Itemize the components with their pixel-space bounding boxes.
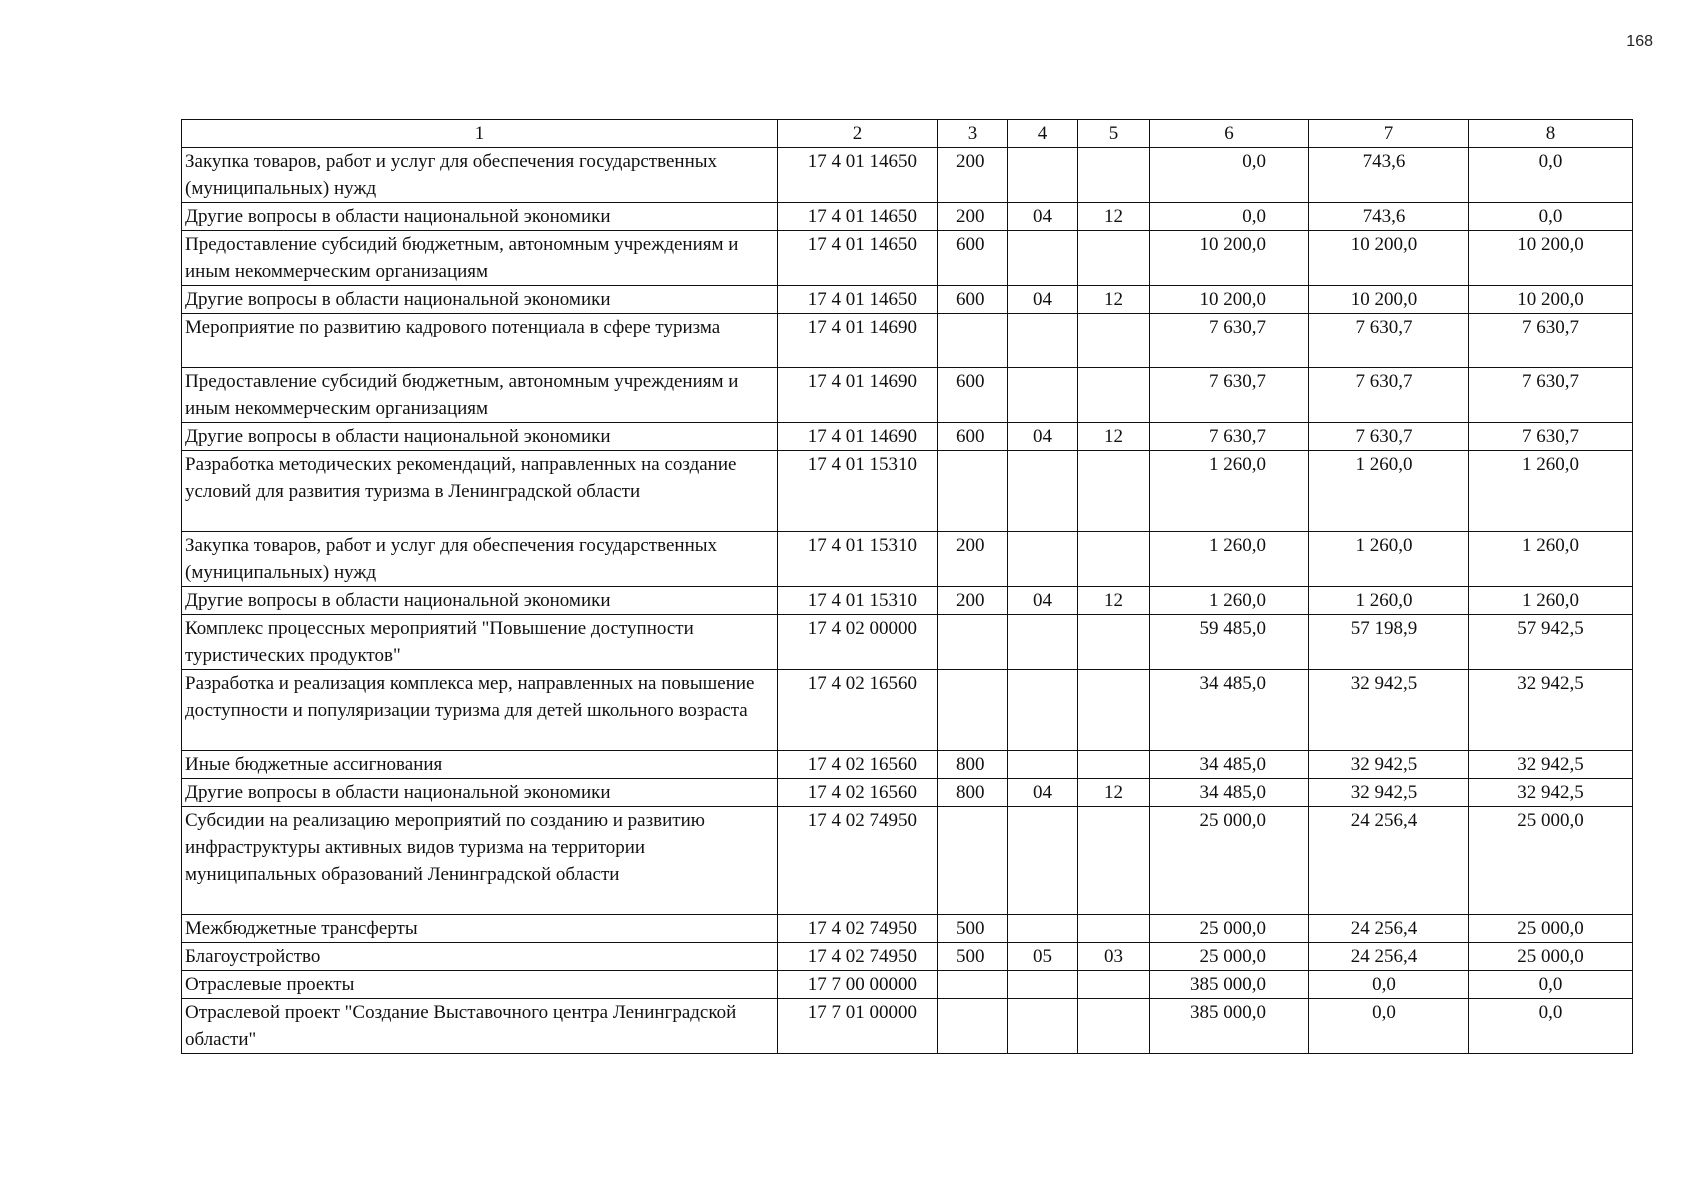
table-row [182,314,1633,368]
row-value-8: 32 942,5 [1469,751,1633,779]
column-header: 7 [1309,120,1469,148]
row-col4 [1008,999,1078,1054]
row-col5 [1078,915,1150,943]
row-name: Предоставление субсидий бюджетным, автономным учреждениям и иным некоммерческим организациям [182,368,778,423]
row-code: 17 4 02 00000 [778,615,938,670]
row-name: Другие вопросы в области национальной экономики [182,779,778,807]
row-col4 [1008,915,1078,943]
row-code: 17 7 00 00000 [778,971,938,999]
row-col5 [1078,971,1150,999]
row-value-7: 57 198,9 [1309,615,1469,670]
row-code: 17 4 01 14690 [778,423,938,451]
row-col3: 200 [938,532,1008,587]
row-col5 [1078,670,1150,751]
header-row [182,120,1633,148]
row-col5 [1078,451,1150,532]
row-col3 [938,999,1008,1054]
row-col4 [1008,532,1078,587]
row-col5 [1078,807,1150,915]
column-header: 6 [1150,120,1309,148]
row-col5 [1078,231,1150,286]
row-code: 17 4 01 15310 [778,587,938,615]
row-name: Иные бюджетные ассигнования [182,751,778,779]
row-code: 17 4 02 16560 [778,779,938,807]
row-col4 [1008,148,1078,203]
row-col5 [1078,615,1150,670]
row-value-6: 59 485,0 [1150,615,1309,670]
row-value-6: 25 000,0 [1150,915,1309,943]
row-code: 17 4 02 16560 [778,751,938,779]
row-value-7: 7 630,7 [1309,423,1469,451]
row-value-6: 25 000,0 [1150,943,1309,971]
row-code: 17 4 02 74950 [778,943,938,971]
table-row [182,615,1633,670]
row-value-8: 0,0 [1469,148,1633,203]
row-value-6: 10 200,0 [1150,286,1309,314]
table-row [182,670,1633,751]
row-value-8: 7 630,7 [1469,423,1633,451]
row-name: Разработка методических рекомендаций, направленных на создание условий для развития туризма в Ленинградской области [182,451,778,532]
row-name: Закупка товаров, работ и услуг для обеспечения государственных (муниципальных) нужд [182,148,778,203]
table-row [182,203,1633,231]
row-name: Отраслевые проекты [182,971,778,999]
column-header: 3 [938,120,1008,148]
row-code: 17 4 02 16560 [778,670,938,751]
row-col3: 600 [938,231,1008,286]
row-code: 17 4 02 74950 [778,807,938,915]
table-row [182,587,1633,615]
row-col4: 05 [1008,943,1078,971]
row-name: Закупка товаров, работ и услуг для обеспечения государственных (муниципальных) нужд [182,532,778,587]
row-code: 17 4 01 14650 [778,148,938,203]
column-header: 1 [182,120,778,148]
row-code: 17 4 01 14650 [778,231,938,286]
table-row [182,368,1633,423]
row-value-8: 25 000,0 [1469,943,1633,971]
row-col3: 500 [938,915,1008,943]
row-value-8: 7 630,7 [1469,368,1633,423]
table-row [182,532,1633,587]
row-col5: 12 [1078,423,1150,451]
row-value-7: 1 260,0 [1309,451,1469,532]
row-value-8: 0,0 [1469,971,1633,999]
row-name: Субсидии на реализацию мероприятий по созданию и развитию инфраструктуры активных видов туризма на территории муниципальных образований Ленинградской области [182,807,778,915]
row-col4: 04 [1008,587,1078,615]
row-value-6: 10 200,0 [1150,231,1309,286]
row-value-8: 32 942,5 [1469,670,1633,751]
row-value-7: 743,6 [1309,148,1469,203]
row-value-6: 7 630,7 [1150,423,1309,451]
table-row [182,451,1633,532]
row-value-6: 34 485,0 [1150,670,1309,751]
row-value-6: 0,0 [1150,148,1309,203]
row-value-7: 1 260,0 [1309,532,1469,587]
row-value-6: 0,0 [1150,203,1309,231]
table-row [182,779,1633,807]
row-value-6: 7 630,7 [1150,368,1309,423]
row-col4 [1008,615,1078,670]
table-row [182,148,1633,203]
row-col5 [1078,751,1150,779]
row-code: 17 4 01 14650 [778,203,938,231]
row-col3: 200 [938,203,1008,231]
row-col5 [1078,532,1150,587]
row-name: Другие вопросы в области национальной экономики [182,587,778,615]
row-value-8: 10 200,0 [1469,231,1633,286]
row-col3: 500 [938,943,1008,971]
row-col5: 12 [1078,587,1150,615]
row-col4 [1008,451,1078,532]
row-value-8: 25 000,0 [1469,915,1633,943]
row-col4: 04 [1008,286,1078,314]
row-col5 [1078,368,1150,423]
row-value-8: 7 630,7 [1469,314,1633,368]
row-col3 [938,615,1008,670]
table-row [182,423,1633,451]
row-col4 [1008,231,1078,286]
row-code: 17 4 01 14650 [778,286,938,314]
row-code: 17 4 02 74950 [778,915,938,943]
table-row [182,999,1633,1054]
row-code: 17 4 01 14690 [778,314,938,368]
row-col4 [1008,971,1078,999]
row-value-6: 1 260,0 [1150,587,1309,615]
row-name: Комплекс процессных мероприятий "Повышение доступности туристических продуктов" [182,615,778,670]
row-value-8: 57 942,5 [1469,615,1633,670]
table-row [182,751,1633,779]
row-value-8: 1 260,0 [1469,532,1633,587]
column-header: 4 [1008,120,1078,148]
row-col4 [1008,368,1078,423]
row-value-7: 24 256,4 [1309,807,1469,915]
row-name: Другие вопросы в области национальной экономики [182,286,778,314]
column-header: 8 [1469,120,1633,148]
row-col3: 600 [938,286,1008,314]
table-row [182,807,1633,915]
row-value-8: 1 260,0 [1469,587,1633,615]
row-value-6: 34 485,0 [1150,751,1309,779]
row-col5 [1078,148,1150,203]
row-value-8: 0,0 [1469,203,1633,231]
row-value-7: 7 630,7 [1309,368,1469,423]
row-col4: 04 [1008,779,1078,807]
row-name: Разработка и реализация комплекса мер, направленных на повышение доступности и популяризации туризма для детей школьного возраста [182,670,778,751]
row-value-6: 1 260,0 [1150,532,1309,587]
row-value-7: 1 260,0 [1309,587,1469,615]
row-code: 17 4 01 15310 [778,451,938,532]
row-col3 [938,670,1008,751]
row-col5 [1078,999,1150,1054]
row-value-7: 32 942,5 [1309,751,1469,779]
row-value-7: 32 942,5 [1309,779,1469,807]
row-name: Мероприятие по развитию кадрового потенциала в сфере туризма [182,314,778,368]
table-row [182,943,1633,971]
row-value-7: 32 942,5 [1309,670,1469,751]
row-col5: 03 [1078,943,1150,971]
row-value-7: 743,6 [1309,203,1469,231]
row-value-6: 385 000,0 [1150,999,1309,1054]
row-value-6: 34 485,0 [1150,779,1309,807]
row-col3 [938,314,1008,368]
row-name: Отраслевой проект "Создание Выставочного центра Ленинградской области" [182,999,778,1054]
row-col3: 200 [938,148,1008,203]
row-name: Другие вопросы в области национальной экономики [182,423,778,451]
row-value-8: 0,0 [1469,999,1633,1054]
row-value-8: 32 942,5 [1469,779,1633,807]
row-col3: 600 [938,368,1008,423]
row-col3: 200 [938,587,1008,615]
row-value-8: 25 000,0 [1469,807,1633,915]
row-value-6: 385 000,0 [1150,971,1309,999]
table-row [182,231,1633,286]
row-value-6: 1 260,0 [1150,451,1309,532]
table-row [182,915,1633,943]
row-value-7: 7 630,7 [1309,314,1469,368]
row-value-7: 0,0 [1309,971,1469,999]
row-name: Другие вопросы в области национальной экономики [182,203,778,231]
row-code: 17 4 01 15310 [778,532,938,587]
row-col4 [1008,670,1078,751]
row-col3: 800 [938,779,1008,807]
row-code: 17 7 01 00000 [778,999,938,1054]
row-value-8: 10 200,0 [1469,286,1633,314]
row-col4: 04 [1008,423,1078,451]
column-header: 2 [778,120,938,148]
row-col3: 600 [938,423,1008,451]
row-name: Предоставление субсидий бюджетным, автономным учреждениям и иным некоммерческим организациям [182,231,778,286]
row-col3 [938,807,1008,915]
column-header: 5 [1078,120,1150,148]
row-value-7: 10 200,0 [1309,231,1469,286]
page-number: 168 [1626,33,1653,50]
row-col4 [1008,314,1078,368]
row-name: Межбюджетные трансферты [182,915,778,943]
row-code: 17 4 01 14690 [778,368,938,423]
row-col4 [1008,807,1078,915]
row-col5: 12 [1078,203,1150,231]
row-col4 [1008,751,1078,779]
row-value-7: 0,0 [1309,999,1469,1054]
row-value-8: 1 260,0 [1469,451,1633,532]
row-col3: 800 [938,751,1008,779]
row-col5: 12 [1078,286,1150,314]
row-value-7: 24 256,4 [1309,915,1469,943]
row-col4: 04 [1008,203,1078,231]
row-value-6: 7 630,7 [1150,314,1309,368]
table-row [182,971,1633,999]
row-col5 [1078,314,1150,368]
row-col5: 12 [1078,779,1150,807]
row-name: Благоустройство [182,943,778,971]
table-row [182,286,1633,314]
row-col3 [938,971,1008,999]
row-value-7: 10 200,0 [1309,286,1469,314]
row-value-6: 25 000,0 [1150,807,1309,915]
budget-table [181,119,1633,1054]
row-col3 [938,451,1008,532]
row-value-7: 24 256,4 [1309,943,1469,971]
